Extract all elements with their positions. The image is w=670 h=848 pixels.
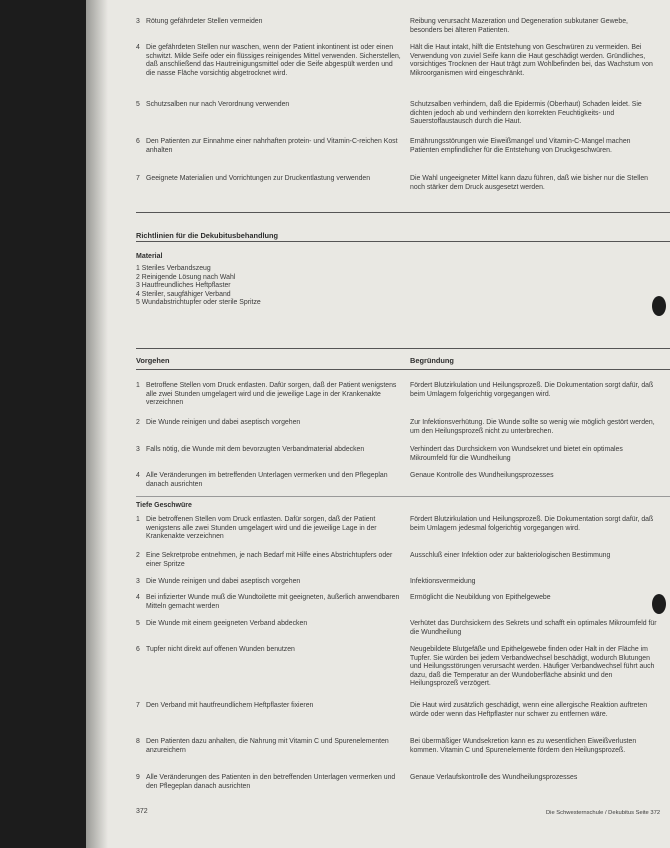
row-reason: Verhütet das Durchsickern des Sekrets und schafft ein optimales Mikroumfeld für die Wundheilung [410, 620, 657, 636]
row-number: 3 [136, 578, 140, 585]
row-action: Alle Veränderungen im betreffenden Unterlagen vermerken und den Pflegeplan danach ausrichten [146, 472, 388, 488]
row-number: 8 [136, 738, 140, 745]
row-reason: Bei übermäßiger Wundsekretion kann es zu wesentlichen Eiweißverlusten kommen. Vitamin C und Spurenelemente fördern den Heilungsprozeß. [410, 738, 637, 754]
row-action: Die Wunde reinigen und dabei aseptisch vorgehen [146, 578, 301, 585]
row-number: 6 [136, 138, 140, 145]
row-action: Bei infizierter Wunde muß die Wundtoilette mit geeigneten, äußerlich anwendbaren Mitteln gemacht werden [146, 594, 400, 610]
row-number: 4 [136, 594, 140, 601]
divider [136, 348, 670, 349]
row-number: 4 [136, 44, 140, 51]
row-reason: Die Haut wird zusätzlich geschädigt, wenn eine allergische Reaktion auftreten würde oder wenn das Heftpflaster nur schwer zu entfernen wäre. [410, 702, 648, 718]
material-title: Material [136, 253, 163, 260]
row-number: 7 [136, 702, 140, 709]
page-number: 372 [136, 808, 148, 815]
row-action: Den Patienten zur Einnahme einer nahrhaften protein- und Vitamin-C-reichen Kost anhalten [146, 138, 398, 154]
row-reason: Genaue Verlaufskontrolle des Wundheilungsprozesses [410, 774, 578, 781]
row-action: Die Wunde reinigen und dabei aseptisch vorgehen [146, 419, 301, 426]
row-action: Die gefährdeten Stellen nur waschen, wenn der Patient inkontinent ist oder einen schwitzt. Milde Seife oder ein flüssiges reinigendes Mittel verwenden. Sicherstellen, daß anschließend das Hautreinigungsmittel oder die Seife abgespült werden und die nasse Fläche vorsichtig abgetrocknet wird. [146, 44, 401, 77]
row-number: 2 [136, 419, 140, 426]
row-reason: Die Wahl ungeeigneter Mittel kann dazu führen, daß wie bisher nur die Stellen noch stärker dem Druck ausgesetzt werden. [410, 175, 648, 191]
row-action: Eine Sekretprobe entnehmen, je nach Bedarf mit Hilfe eines Abstrichtupfers oder einer Spritze [146, 552, 393, 568]
row-reason: Verhindert das Durchsickern von Wundsekret und bietet ein optimales Mikroumfeld für die Wundheilung [410, 446, 623, 462]
row-number: 3 [136, 18, 140, 25]
row-action: Geeignete Materialien und Vorrichtungen zur Druckentlastung verwenden [146, 175, 371, 182]
material-item: 2 Reinigende Lösung nach Wahl [136, 273, 236, 281]
row-number: 5 [136, 101, 140, 108]
row-action: Den Verband mit hautfreundlichem Heftpflaster fixieren [146, 702, 314, 709]
subsection-title: Tiefe Geschwüre [136, 502, 192, 509]
section-title: Richtlinien für die Dekubitusbehandlung [136, 231, 279, 240]
material-item: 4 Steriler, saugfähiger Verband [136, 290, 231, 298]
material-list [136, 265, 261, 308]
row-action: Schutzsalben nur nach Verordnung verwenden [146, 101, 290, 108]
material-item: 1 Steriles Verbandszeug [136, 265, 211, 272]
row-action: Betroffene Stellen vom Druck entlasten. Dafür sorgen, daß der Patient wenigstens alle zwei Stunden umgelagert wird und die jeweilige Lage in der Krankenakte verzeichnen [146, 382, 397, 407]
divider [136, 496, 670, 497]
row-reason: Zur Infektionsverhütung. Die Wunde sollte so wenig wie möglich gestört werden, um den Heilungsprozeß nicht zu unterbrechen. [410, 419, 655, 435]
book-page [86, 0, 670, 848]
row-reason: Ausschluß einer Infektion oder zur bakteriologischen Bestimmung [410, 552, 611, 559]
row-reason: Reibung verursacht Mazeration und Degeneration subkutaner Gewebe, besonders bei älteren Patienten. [410, 18, 628, 34]
row-action: Alle Veränderungen des Patienten in den betreffenden Unterlagen vermerken und den Pflegeplan danach ausrichten [146, 774, 396, 790]
row-action: Rötung gefährdeter Stellen vermeiden [146, 18, 263, 25]
row-number: 4 [136, 472, 140, 479]
divider [136, 212, 670, 213]
column-header-right: Begründung [410, 356, 454, 365]
row-number: 2 [136, 552, 140, 559]
divider [136, 241, 670, 242]
row-number: 1 [136, 382, 140, 389]
row-number: 3 [136, 446, 140, 453]
column-header-left: Vorgehen [136, 356, 170, 365]
row-reason: Hält die Haut intakt, hilft die Entstehung von Geschwüren zu vermeiden. Bei Verwendung von zuviel Seife kann die Haut geschädigt werden. Gründliches, vorsichtiges Trocknen der Haut trägt zum Wohlbefinden bei, das Wachstum von Mikroorganismen wird eingeschränkt. [410, 44, 653, 77]
row-reason: Ernährungsstörungen wie Eiweißmangel und Vitamin-C-Mangel machen Patienten empfindlicher für die Entstehung von Druckgeschwüren. [410, 138, 631, 154]
row-reason: Neugebildete Blutgefäße und Epithelgewebe finden oder Halt in der Fläche im Tupfer. Sie würden bei jedem Verbandwechsel beschädigt, wodurch Blutungen und Heilungsstörungen verursacht werden. Häufiger Verbandwechsel führt auch dazu, daß die Temperatur an der Wundoberfläche absinkt und den Heilungsprozeß verzögert. [410, 646, 655, 688]
row-action: Den Patienten dazu anhalten, die Nahrung mit Vitamin C und Spurenelementen anzureichern [146, 738, 389, 754]
row-reason: Schutzsalben verhindern, daß die Epidermis (Oberhaut) Schaden leidet. Sie dichten jedoch ab und verhindern den korrekten Feuchtigkeits- und Sauerstoffaustausch durch die Haut. [410, 101, 642, 126]
row-action: Tupfer nicht direkt auf offenen Wunden benutzen [146, 646, 295, 653]
page-content [136, 0, 670, 848]
row-number: 5 [136, 620, 140, 627]
material-item: 3 Hautfreundliches Heftpflaster [136, 282, 231, 290]
divider [136, 369, 670, 370]
row-reason: Fördert Blutzirkulation und Heilungsprozeß. Die Dokumentation sorgt dafür, daß beim Umlagern folgerichtig vorgegangen wird. [410, 382, 654, 398]
row-action: Die Wunde mit einem geeigneten Verband abdecken [146, 620, 308, 627]
row-number: 9 [136, 774, 140, 781]
row-reason: Ermöglicht die Neubildung von Epithelgewebe [410, 594, 551, 601]
row-reason: Fördert Blutzirkulation und Heilungsprozeß. Die Dokumentation sorgt dafür, daß beim Umlagern jedesmal folgerichtig vorgegangen wird. [410, 516, 654, 532]
row-action: Die betroffenen Stellen vom Druck entlasten. Dafür sorgen, daß der Patient wenigstens alle zwei Stunden umgelagert wird und die jeweilige Lage in der Krankenakte verzeichnen [146, 516, 377, 541]
row-reason: Infektionsvermeidung [410, 578, 476, 585]
running-footer: Die Schwesternschule / Dekubitus Seite 372 [546, 810, 661, 816]
row-number: 6 [136, 646, 140, 653]
row-reason: Genaue Kontrolle des Wundheilungsprozesses [410, 472, 554, 479]
row-number: 7 [136, 175, 140, 182]
material-item: 5 Wundabstrichtupfer oder sterile Spritze [136, 299, 261, 307]
row-number: 1 [136, 516, 140, 523]
row-action: Falls nötig, die Wunde mit dem bevorzugten Verbandmaterial abdecken [146, 446, 365, 453]
